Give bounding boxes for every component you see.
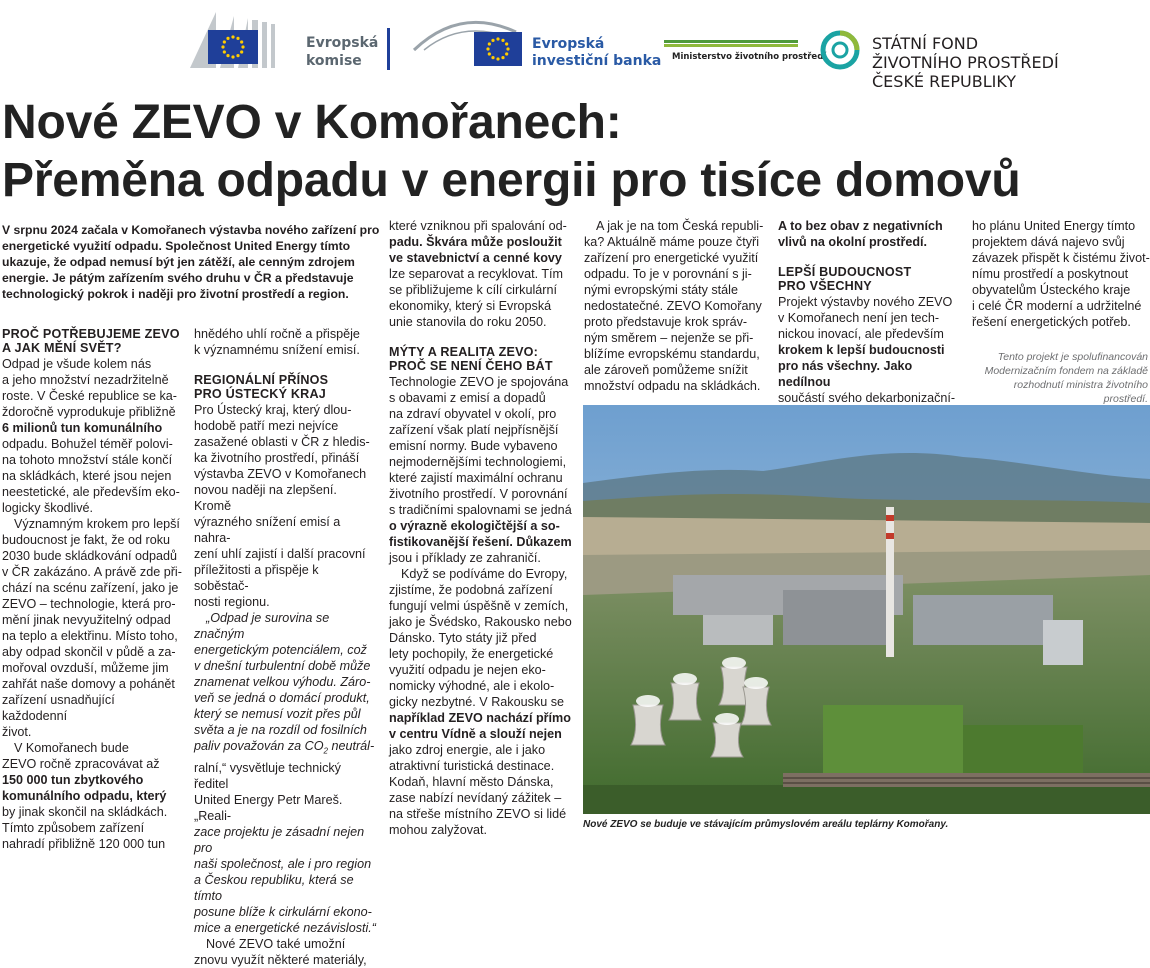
- text-line: výrazného snížení emisí a nahra-: [194, 515, 341, 545]
- eu-star-icon: [491, 39, 494, 42]
- text-line: budoucnost je fakt, že od roku: [2, 533, 171, 547]
- text-line: život.: [2, 725, 32, 739]
- text-line: zjistíme, že podobná zařízení: [389, 583, 553, 597]
- section-heading: PRO ÚSTECKÝ KRAJ: [194, 387, 326, 401]
- text-line: s tradičními spalovnami se jedná: [389, 503, 572, 517]
- text-line: ZEVO ročně zpracovávat až: [2, 757, 160, 771]
- text-line: nickou inovací, ale především: [778, 327, 944, 341]
- text-line: jako je Švédsko, Rakousko nebo: [389, 615, 572, 629]
- text-line: logicky škodlivé.: [2, 501, 93, 515]
- text-line: které zajistí maximální ochranu: [389, 471, 563, 485]
- text-line: znamenat velkou výhodu. Záro-: [194, 675, 371, 689]
- eu-star-icon: [486, 47, 489, 50]
- text-line: o výrazně ekologičtější a so-: [389, 519, 560, 533]
- text-line: fungují velmi úspěšně v zemích,: [389, 599, 569, 613]
- text-line: emisní normy. Bude vybaveno: [389, 439, 558, 453]
- eu-star-icon: [240, 50, 243, 53]
- eu-star-icon: [236, 54, 239, 57]
- column-1: [2, 326, 182, 852]
- ec-label-line2: komise: [306, 53, 362, 69]
- text-line: výstavba ZEVO v Komořanech: [194, 467, 367, 481]
- text-line: unie stanovila do roku 2050.: [389, 315, 547, 329]
- eu-star-icon: [240, 40, 243, 43]
- text-line: na teplo a elektřinu. Místo toho,: [2, 629, 178, 643]
- text-line: mice a energetické nezávislosti.“: [194, 920, 376, 935]
- text-line: odpadu. Bohužel téměř polovi-: [2, 437, 173, 451]
- eu-star-icon: [496, 57, 499, 60]
- text-line: a jeho množství nezadržitelně: [2, 373, 169, 387]
- text-line: Dánsko. Tyto státy již před: [389, 631, 537, 645]
- photo-caption: Nové ZEVO se buduje ve stávajícím průmyslovém areálu teplárny Komořany.: [583, 819, 949, 830]
- text-line: blížíme evropskému standardu,: [584, 347, 760, 361]
- text-line: například ZEVO nachází přímo: [389, 711, 571, 725]
- eu-star-icon: [505, 42, 508, 45]
- eu-star-icon: [488, 42, 491, 45]
- logo-divider: [387, 28, 390, 70]
- text-line: ralní,“ vysvětluje technický ředitel: [194, 760, 341, 791]
- text-line: mohou zalyžovat.: [389, 823, 488, 837]
- text-line: 2030 bude skládkování odpadů: [2, 549, 178, 563]
- eib-label-line2: investiční banka: [532, 53, 662, 69]
- eu-star-icon: [226, 37, 229, 40]
- text-line: nými evropskými státy stále: [584, 283, 738, 297]
- text-line: Technologie ZEVO je spojována: [389, 375, 569, 389]
- eu-star-icon: [501, 39, 504, 42]
- text-line: se přibližujeme k cílí cirkulární: [389, 283, 557, 297]
- text-line: „Odpad je surovina se značným: [194, 611, 330, 641]
- eu-star-icon: [496, 37, 499, 40]
- text-line: krokem k lepší budoucnosti: [778, 343, 945, 357]
- co2-text: paliv považován za CO: [194, 739, 324, 753]
- text-line: součástí svého dekarbonizační-: [778, 391, 956, 405]
- text-line: jako zdroj energie, ale i jako: [389, 743, 546, 757]
- text-line: Tímto způsobem zařízení: [2, 821, 145, 835]
- text-line: ka? Aktuálně máme pouze čtyři: [584, 235, 760, 249]
- text-line: roste. V České republice se ka-: [2, 389, 177, 403]
- text-line: mění jinak nevyužitelný odpad: [2, 613, 171, 627]
- column-6: [972, 218, 1150, 330]
- text-line: a Českou republiku, která se tímto: [194, 872, 354, 903]
- eu-star-icon: [488, 52, 491, 55]
- sfzp-label-line1: STÁTNÍ FOND: [872, 34, 979, 53]
- text-line: proto představuje krok správ-: [584, 315, 748, 329]
- text-line: ho plánu United Energy tímto: [972, 219, 1136, 233]
- text-line: gicky nezbytné. V Rakousku se: [389, 695, 565, 709]
- eu-star-icon: [236, 37, 239, 40]
- aerial-photo-komorany-plant: [583, 405, 1150, 814]
- text-line: fistikovanější řešení. Důkazem: [389, 535, 572, 549]
- text-line: životního prostředí. V porovnání: [389, 487, 568, 501]
- text-line: znovu využít některé materiály,: [194, 952, 367, 967]
- text-line: Pro Ústecký kraj, který dlou-: [194, 403, 352, 417]
- mzp-label: Ministerstvo životního prostředí: [672, 52, 827, 62]
- lead-paragraph: [2, 222, 380, 302]
- mzp-lightgreen-bar: [664, 44, 798, 47]
- text-line: hnědého uhlí ročně a přispěje: [194, 327, 360, 341]
- sfzp-label-line2: ŽIVOTNÍHO PROSTŘEDÍ: [872, 53, 1059, 72]
- text-line: které vzniknou při spalování od-: [389, 219, 567, 233]
- text-line: energetickým potenciálem, což: [194, 643, 367, 657]
- text-line: aby odpad skončil v půdě a za-: [2, 645, 176, 659]
- text-line: Odpad je všude kolem nás: [2, 357, 152, 371]
- text-line: příležitosti a přispěje k soběstač-: [194, 563, 319, 593]
- lead-line: ukazuje, že odpad nemusí být jen zátěží, ale cenným zdrojem: [2, 255, 355, 269]
- text-line: novou naději na zlepšení. Kromě: [194, 483, 337, 513]
- eu-star-icon: [241, 45, 244, 48]
- text-line: neestetické, ale především eko-: [2, 485, 180, 499]
- text-line: s obavami z emisí a dopadů: [389, 391, 546, 405]
- text-line: závazek přispět k čistému život-: [972, 251, 1150, 265]
- column-5: [778, 218, 962, 406]
- text-line: veň se jedná o domácí produkt,: [194, 691, 370, 705]
- text-line: množství odpadu na skládkách.: [584, 379, 761, 393]
- text-line: komunálního odpadu, který: [2, 789, 167, 803]
- text-line: nahradí přibližně 120 000 tun: [2, 837, 166, 851]
- text-line: padu. Škvára může posloužit: [389, 235, 562, 249]
- text-line: Nové ZEVO také umožní: [206, 936, 346, 951]
- eu-star-icon: [491, 56, 494, 59]
- text-line: zasažené oblasti v ČR z hledis-: [194, 435, 370, 449]
- text-line: zase nabízí nevídaný zážitek –: [389, 791, 562, 805]
- text-line: jsou i příklady ze zahraničí.: [389, 551, 541, 565]
- text-line: ale zároveň pomůžeme snížit: [584, 363, 748, 377]
- section-heading: LEPŠÍ BUDOUCNOST: [778, 265, 912, 279]
- cofin-line: Tento projekt je spolufinancován: [997, 351, 1148, 363]
- eu-star-icon: [231, 35, 234, 38]
- text-line: ZEVO – technologie, která pro-: [2, 597, 176, 611]
- section-heading: PROČ POTŘEBUJEME ZEVO: [2, 327, 180, 341]
- text-line: ekonomiky, který si Evropská: [389, 299, 552, 313]
- cofinancing-note: [972, 350, 1148, 406]
- text-line: ka životního prostředí, přináší: [194, 451, 360, 465]
- mzp-green-bar: [664, 40, 798, 43]
- text-line: 6 milionů tun komunálního: [2, 421, 163, 435]
- sfzp-label-line3: ČESKÉ REPUBLIKY: [872, 72, 1017, 91]
- text-line: zení uhlí zajistí i další pracovní: [194, 547, 366, 561]
- text-line: 150 000 tun zbytkového: [2, 773, 144, 787]
- cofin-line: Modernizačním fondem na základě: [984, 365, 1148, 377]
- eu-star-icon: [226, 54, 229, 57]
- text-line: zařízení pro energetické využití: [584, 251, 759, 265]
- cofin-line: rozhodnutí ministra životního prostředí.: [1013, 379, 1148, 405]
- text-line: nomicky výhodné, ale i ekolo-: [389, 679, 555, 693]
- column-2: [194, 326, 376, 968]
- text-line: na zdraví obyvatel v okolí, pro: [389, 407, 557, 421]
- ec-label-line1: Evropská: [306, 35, 379, 51]
- text-line: hodobě patří mezi nejvíce: [194, 419, 339, 433]
- text-line: v centru Vídně a slouží nejen: [389, 727, 562, 741]
- text-line: nosti regionu.: [194, 595, 270, 609]
- text-line: United Energy Petr Mareš. „Reali-: [194, 792, 343, 823]
- column-4: [584, 218, 768, 394]
- text-line: nímu prostředí a poskytnout: [972, 267, 1129, 281]
- text-line: i celé ČR moderní a udržitelné: [972, 299, 1142, 313]
- text-line: [194, 738, 376, 760]
- text-line: chází na scénu zařízení, jako je: [2, 581, 179, 595]
- text-line: zařízení usnadňující každodenní: [2, 693, 115, 723]
- text-line: ždoročně vyprodukuje přibližně: [2, 405, 176, 419]
- text-line: projektem dává najevo svůj: [972, 235, 1125, 249]
- text-line: lze separovat a recyklovat. Tím: [389, 267, 564, 281]
- text-line: atraktivní turistická destinace.: [389, 759, 555, 773]
- text-line: který se nemusí vozit přes půl: [194, 707, 361, 721]
- text-line: mořoval ovzduší, můžeme jim: [2, 661, 169, 675]
- sfzp-label: [872, 34, 1059, 91]
- lead-line: technologický pokrok i naději pro životní prostředí a region.: [2, 287, 349, 301]
- text-line: v dnešní turbulentní době může: [194, 659, 371, 673]
- text-line: využití odpadu je nejen eko-: [389, 663, 546, 677]
- text-line: zace projektu je zásadní nejen pro: [194, 824, 365, 855]
- eu-flag-icon-eib: [474, 32, 522, 66]
- eib-label: [532, 36, 661, 70]
- eu-star-icon: [223, 50, 226, 53]
- sfzp-swirl-logo-icon: [820, 30, 860, 70]
- text-line: A jak je na tom Česká republi-: [596, 219, 764, 233]
- text-line: zahřát naše domovy a pohánět: [2, 677, 175, 691]
- text-line: na skládkách, které jsou nejen: [2, 469, 172, 483]
- text-line: v Komořanech není jen tech-: [778, 311, 940, 325]
- co2-subscript: 2: [323, 746, 328, 756]
- text-line: v ČR zakázáno. A právě zde při-: [2, 565, 182, 579]
- eu-star-icon: [221, 45, 224, 48]
- text-line: Projekt výstavby nového ZEVO: [778, 295, 953, 309]
- eu-flag-icon: [208, 30, 258, 64]
- text-line: na střeše místního ZEVO si lidé: [389, 807, 567, 821]
- headline-line1: Nové ZEVO v Komořanech:: [2, 96, 622, 149]
- section-heading: MÝTY A REALITA ZEVO:: [389, 345, 539, 359]
- text-line: zařízení však platí nejpřísnější: [389, 423, 559, 437]
- section-heading: A JAK MĚNÍ SVĚT?: [2, 341, 122, 355]
- eu-star-icon: [501, 56, 504, 59]
- text-line: by jinak skončil na skládkách.: [2, 805, 168, 819]
- eu-star-icon: [231, 55, 234, 58]
- text-line: světa a je na rozdíl od fosilních: [194, 723, 367, 737]
- text-line: pro nás všechny. Jako nedílnou: [778, 359, 913, 389]
- co2-rest-text: neutrál-: [327, 739, 375, 753]
- ec-label: [306, 34, 378, 70]
- text-line: Když se podíváme do Evropy,: [401, 567, 568, 581]
- eib-label-line1: Evropská: [532, 36, 605, 52]
- section-heading: PROČ SE NENÍ ČEHO BÁT: [389, 359, 553, 373]
- text-line: nejmodernějšími technologiemi,: [389, 455, 567, 469]
- text-line: k významnému snížení emisí.: [194, 343, 360, 357]
- text-line: A to bez obav z negativních: [778, 219, 943, 233]
- lead-line: V srpnu 2024 začala v Komořanech výstavba nového zařízení pro: [2, 223, 380, 237]
- text-line: ným směrem – nejenže se při-: [584, 331, 754, 345]
- section-heading: REGIONÁLNÍ PŘÍNOS: [194, 373, 329, 387]
- text-line: ve stavebnictví a cenné kovy: [389, 251, 562, 265]
- text-line: obyvatelům Ústeckého kraje: [972, 283, 1131, 297]
- eu-star-icon: [506, 47, 509, 50]
- column-3: [389, 218, 573, 838]
- text-line: Kodaň, hlavní město Dánska,: [389, 775, 554, 789]
- logo-bar: [0, 0, 1150, 91]
- text-line: nedostatečné. ZEVO Komořany: [584, 299, 762, 313]
- text-line: odpadu. To je v porovnání s ji-: [584, 267, 752, 281]
- aerial-photo-illustration: [583, 405, 1150, 814]
- lead-line: energie. Je pátým zařízením svého druhu v ČR a představuje: [2, 271, 354, 285]
- eu-star-icon: [223, 40, 226, 43]
- section-heading: PRO VŠECHNY: [778, 279, 872, 293]
- lead-line: energetické využití odpadu. Společnost United Energy tímto: [2, 239, 351, 253]
- text-line: V Komořanech bude: [14, 741, 129, 755]
- text-line: posune blíže k cirkulární ekono-: [194, 904, 372, 919]
- text-line: Významným krokem pro lepší: [14, 517, 180, 531]
- text-line: vlivů na okolní prostředí.: [778, 235, 928, 249]
- text-line: naši společnost, ale i pro region: [194, 856, 372, 871]
- headline-line2: Přeměna odpadu v energii pro tisíce domovů: [2, 154, 1021, 207]
- text-line: lety pochopily, že energetické: [389, 647, 554, 661]
- eu-star-icon: [505, 52, 508, 55]
- text-line: na tohoto množství stále končí: [2, 453, 173, 467]
- text-line: řešení energetických potřeb.: [972, 315, 1131, 329]
